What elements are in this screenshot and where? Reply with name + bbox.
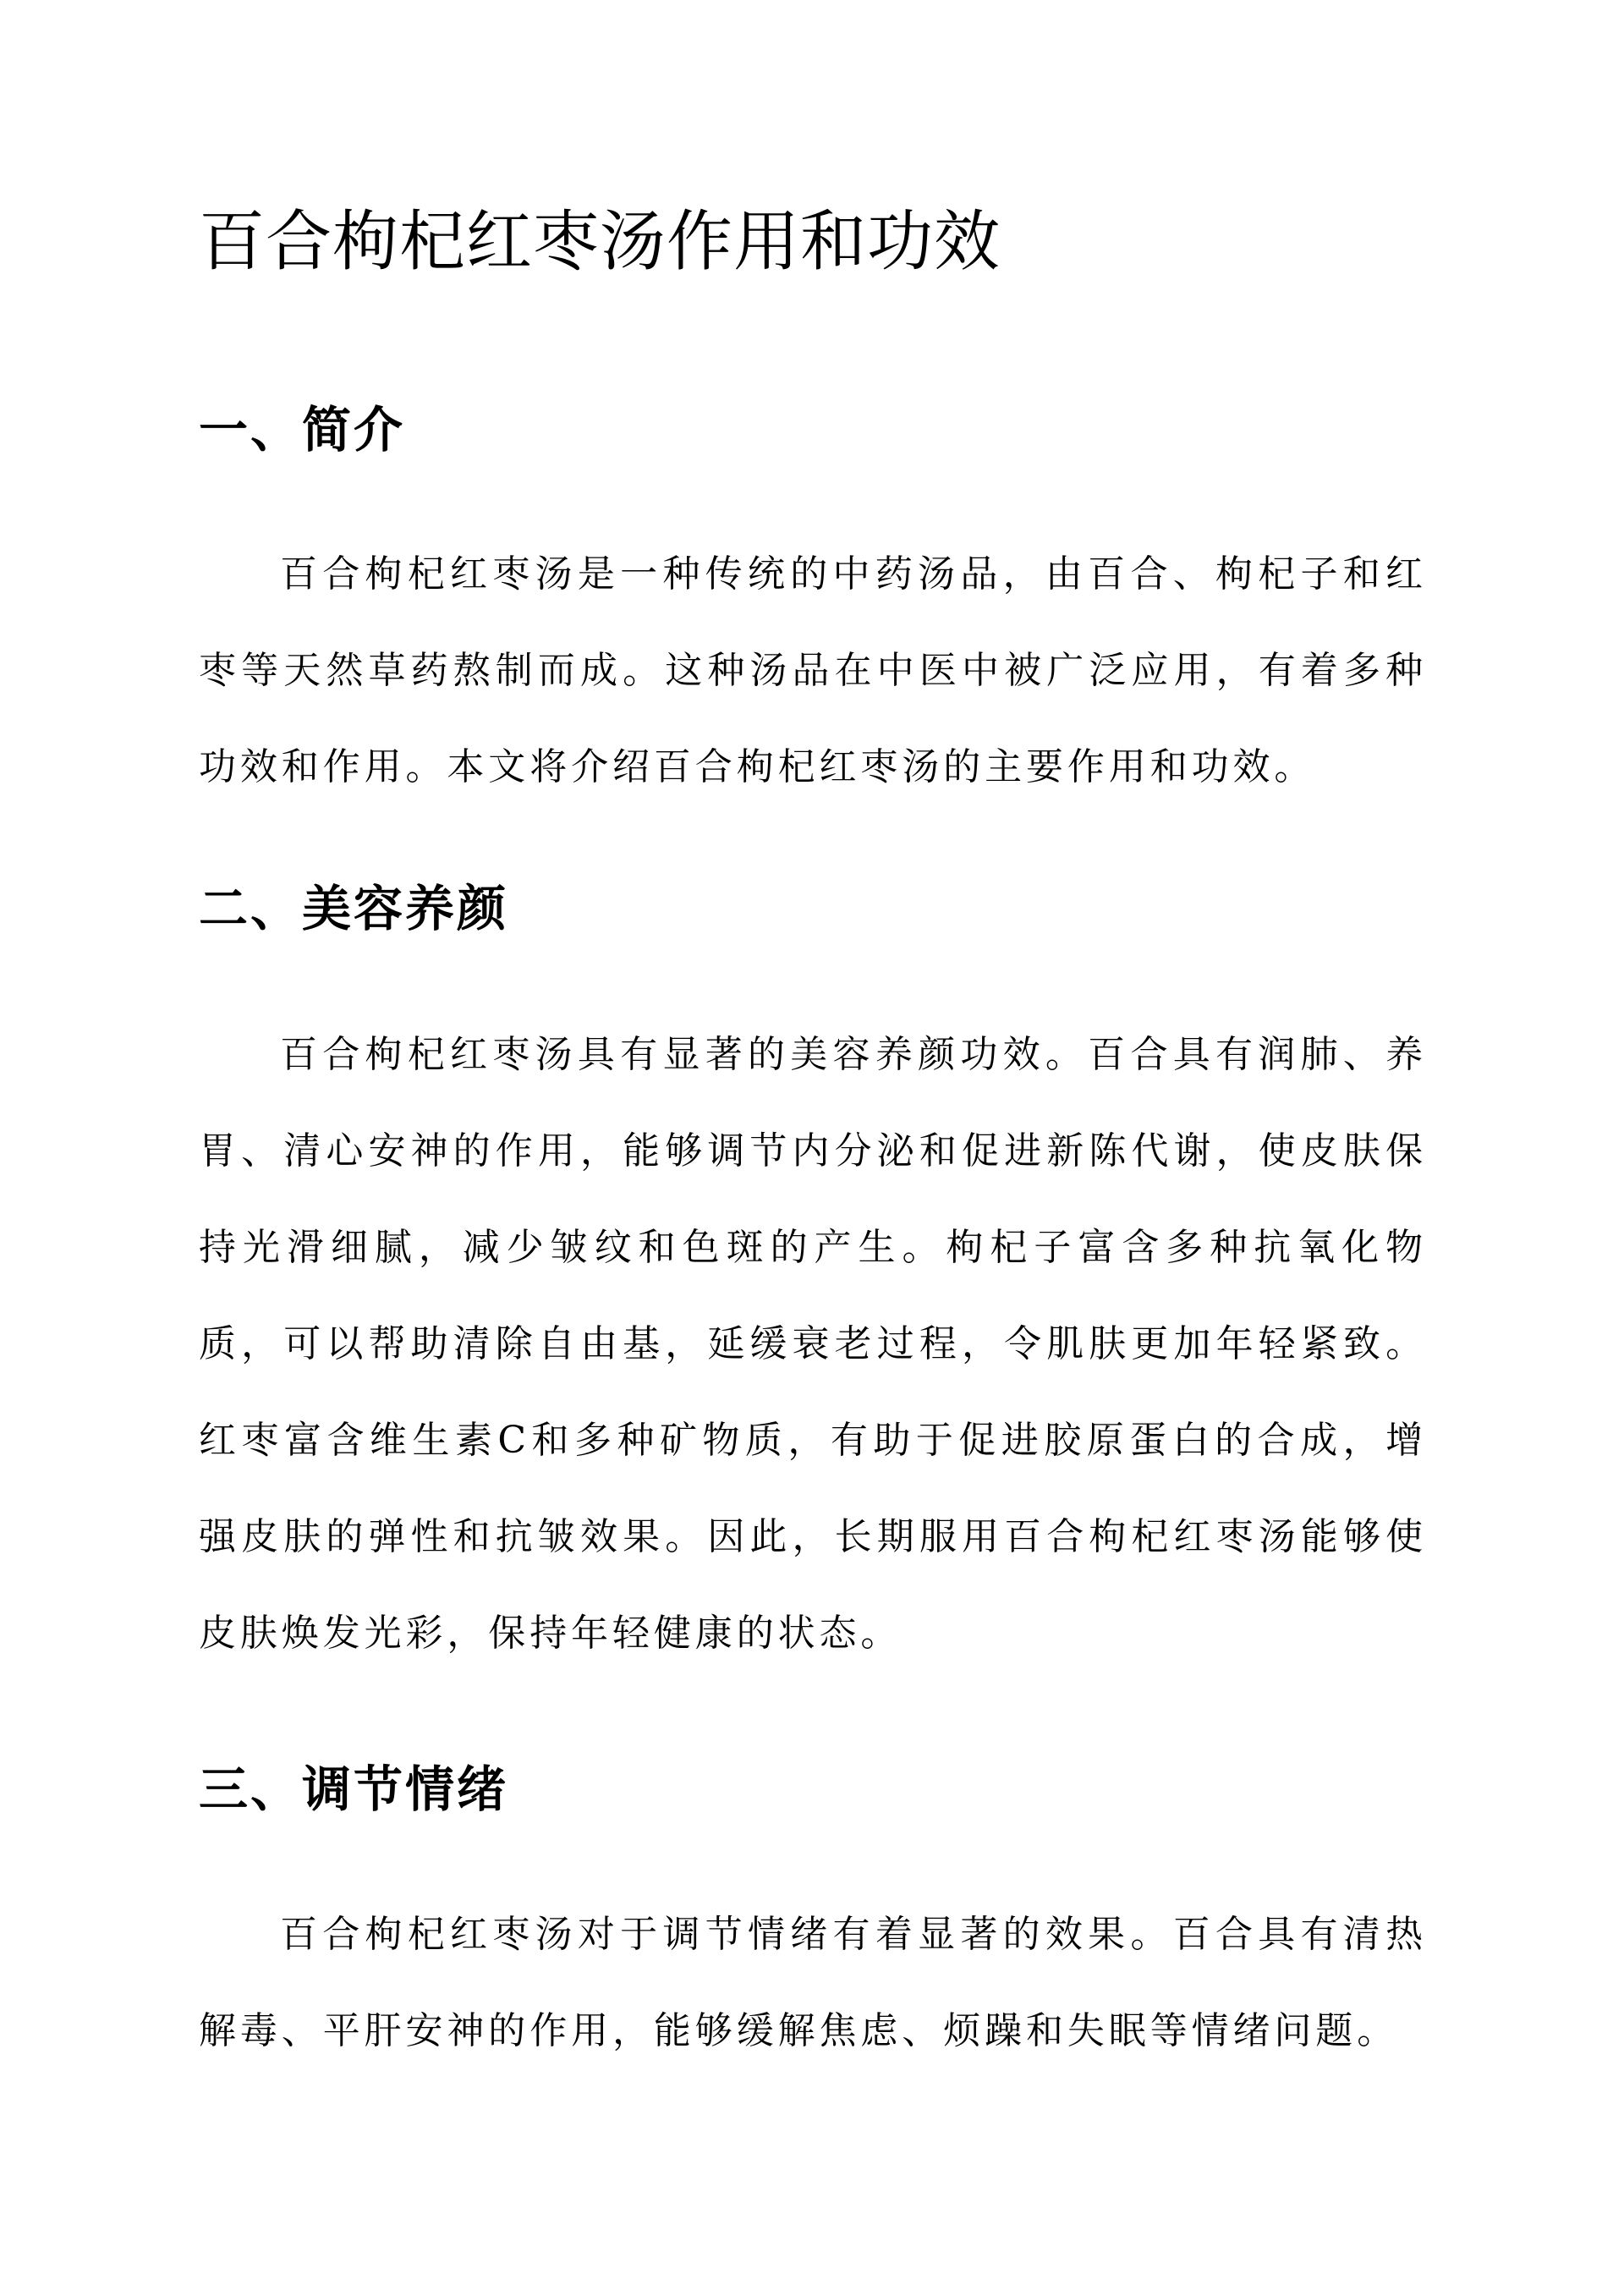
- document-title: 百合枸杞红枣汤作用和功效: [199, 204, 1001, 280]
- document-page: [199, 0, 1427, 2296]
- section-heading-mood: 三、调节情绪: [199, 1760, 509, 1818]
- section-paragraph-beauty: 百合枸杞红枣汤具有显著的美容养颜功效。百合具有润肺、养胃、清心安神的作用，能够调节内分泌和促进新陈代谢，使皮肤保持光滑细腻，减少皱纹和色斑的产生。枸杞子富含多种抗氧化物质，可以帮助清除自由基，延缓衰老过程，令肌肤更加年轻紧致。红枣富含维生素C和多种矿物质，有助于促进胶原蛋白的合成，增强皮肤的弹性和抗皱效果。因此，长期服用百合枸杞红枣汤能够使皮肤焕发光彩，保持年轻健康的状态。: [199, 1033, 1427, 1655]
- section-heading-beauty: 二、美容养颜: [199, 880, 509, 937]
- section-heading-intro: 一、简介: [199, 401, 406, 459]
- section-paragraph-intro: 百合枸杞红枣汤是一种传统的中药汤品，由百合、枸杞子和红枣等天然草药熬制而成。这种汤品在中医中被广泛应用，有着多种功效和作用。本文将介绍百合枸杞红枣汤的主要作用和功效。: [199, 552, 1427, 788]
- section-paragraph-mood: 百合枸杞红枣汤对于调节情绪有着显著的效果。百合具有清热解毒、平肝安神的作用，能够缓解焦虑、烦躁和失眠等情绪问题。: [199, 1913, 1427, 2052]
